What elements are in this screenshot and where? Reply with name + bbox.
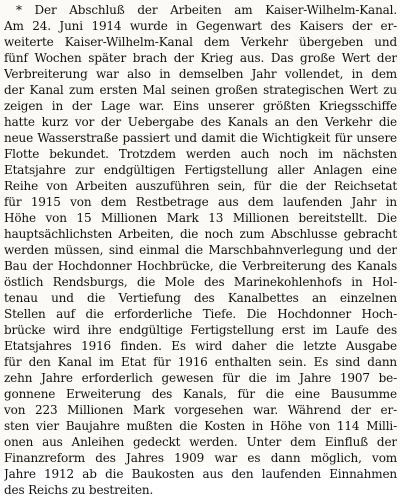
article-line: neue Wasserstraße passiert und damit die Wichtigkeit für unsere [4, 131, 397, 145]
article-line: Höhe von 15 Millionen Mark 13 Millionen bereitstellt. Die [4, 211, 397, 225]
article-line: zehn Jahre erforderlich gewesen für die im Jahre 1907 be- [4, 371, 397, 385]
article-line: Finanzreform des Jahres 1909 war es dann möglich, vom [4, 451, 397, 465]
article-line: zeigen in der Lage war. Eins unserer größten Kriegsschiffe [4, 99, 397, 113]
article-body [4, 2, 397, 498]
article-line: Flotte bekundet. Trotzdem werden auch noch im nächsten [4, 147, 397, 161]
article-line: hauptsächlichsten Arbeiten, die noch zum Abschlusse gebracht [4, 227, 397, 241]
article-line: für 1915 von dem Restbetrage aus dem laufenden Jahr in [4, 195, 397, 209]
article-line: der Kanal zum ersten Mal seinen großen strategischen Wert zu [4, 83, 397, 97]
article-line: hatte kurz vor der Uebergabe des Kanals an den Verkehr die [4, 115, 397, 129]
article-line: gonnene Erweiterung des Kanals, für die eine Bausumme [4, 387, 397, 401]
article-line: fünf Wochen später brach der Krieg aus. Das große Wert der [4, 51, 397, 65]
article-line: onen aus Anleihen gedeckt werden. Unter dem Einfluß der [4, 435, 397, 449]
article-line: sten vier Baujahre mußten die Kosten in Höhe von 114 Milli- [4, 419, 397, 433]
article-line: Etatsjahre zur endgültigen Fertigstellung aller Anlagen eine [4, 163, 397, 177]
article-line: Etatsjahres 1916 finden. Es wird daher die letzte Ausgabe [4, 339, 397, 353]
article-line: Jahre 1912 ab die Baukosten aus den laufenden Einnahmen [4, 467, 397, 481]
article-line: * Der Abschluß der Arbeiten am Kaiser-Wilhelm-Kanal. [16, 3, 397, 17]
article-line: des Reichs zu bestreiten. [4, 483, 154, 497]
article-line: tenau und die Vertiefung des Kanalbettes an einzelnen [4, 291, 397, 305]
article-line: östlich Rendsburgs, die Mole des Marinekohlenhofs in Hol- [4, 275, 397, 289]
article-line: Stellen auf die erforderliche Tiefe. Die Hochdonner Hoch- [4, 307, 397, 321]
article-line: weiterte Kaiser-Wilhelm-Kanal dem Verkehr übergeben und [4, 35, 397, 49]
article-line: von 223 Millionen Mark vorgesehen war. Während der er- [4, 403, 397, 417]
article-line: Bau der Hochdonner Hochbrücke, die Verbreiterung des Kanals [4, 259, 397, 273]
article-line: Am 24. Juni 1914 wurde in Gegenwart des Kaisers der er- [4, 19, 397, 33]
article-line: für den Kanal im Etat für 1916 enthalten sein. Es sind dann [4, 355, 397, 369]
article-line: Reihe von Arbeiten auszuführen sein, für die der Reichsetat [4, 179, 397, 193]
article-line: werden müssen, sind einmal die Marschbahnverlegung und der [4, 243, 397, 257]
article-line: brücke wird ihre endgültige Fertigstellung erst im Laufe des [4, 323, 397, 337]
article-line: Verbreiterung war also in demselben Jahr vollendet, in dem [4, 67, 397, 81]
